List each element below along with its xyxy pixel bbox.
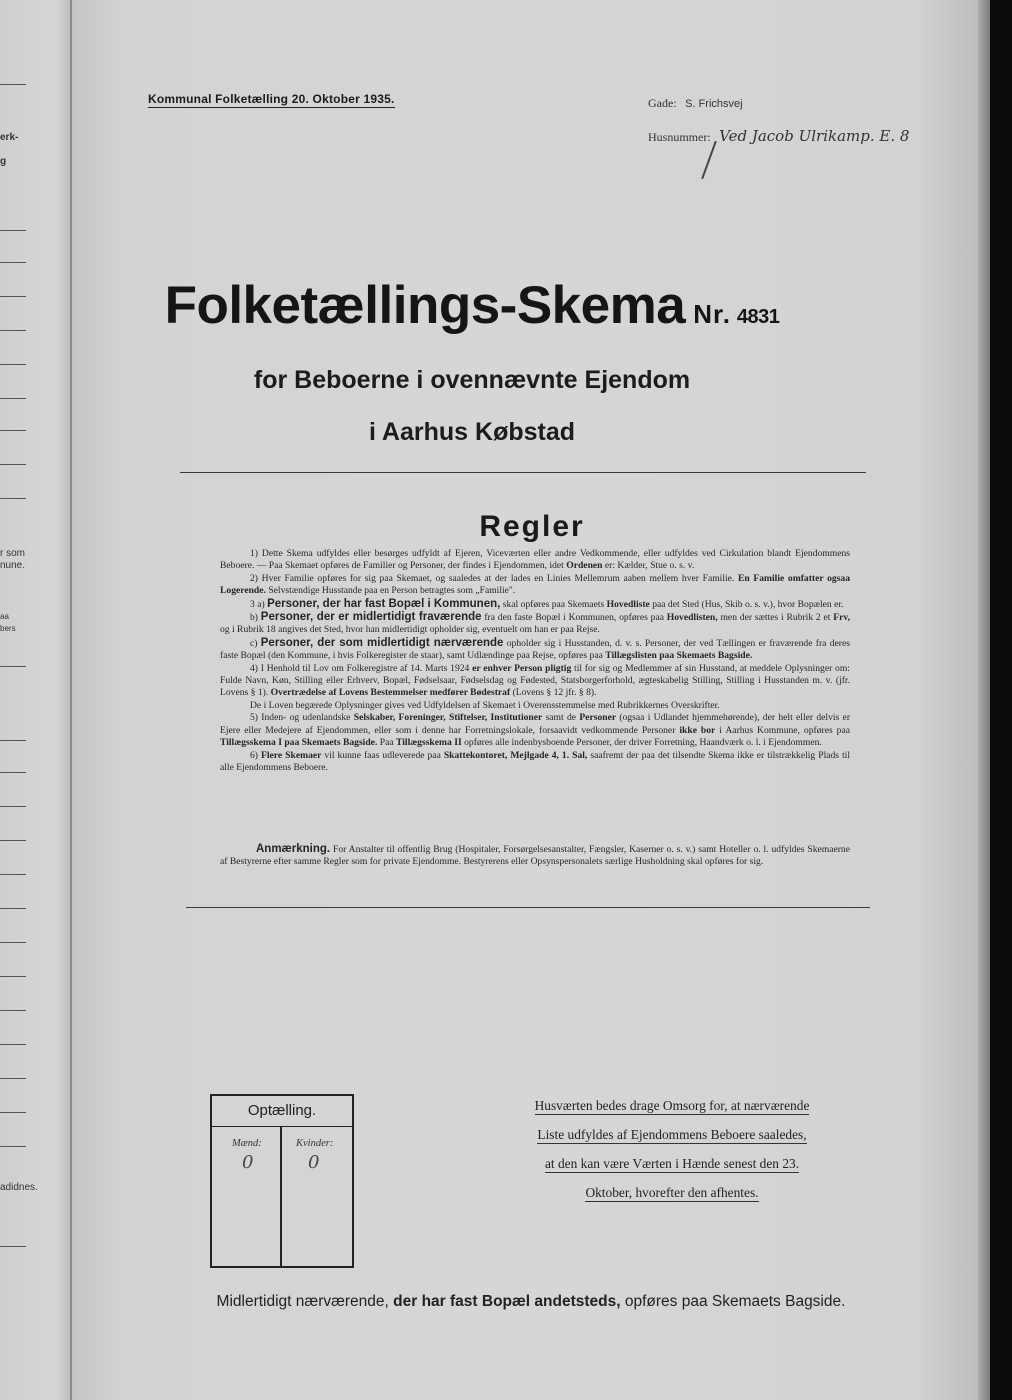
left-page-fragment: r som bbox=[0, 548, 25, 559]
left-page-edge bbox=[0, 0, 72, 1400]
count-box-title: Optælling. bbox=[212, 1096, 352, 1127]
left-page-rule bbox=[0, 942, 26, 943]
left-page-rule bbox=[0, 464, 26, 465]
left-page-fragment: bers bbox=[0, 624, 16, 633]
left-page-rule bbox=[0, 230, 26, 231]
left-page-rule bbox=[0, 1010, 26, 1011]
left-page-rule bbox=[0, 772, 26, 773]
left-page-rule bbox=[0, 666, 26, 667]
left-page-rule bbox=[0, 398, 26, 399]
street-label: Gade: bbox=[648, 96, 677, 110]
remark-divider bbox=[186, 907, 870, 908]
handwriting-stroke bbox=[701, 141, 717, 179]
rule-5: 5) Inden- og udenlandske Selskaber, Foreninger, Stiftelser, Institutioner samt de Personer (ogsaa i Udlandet hjemmehørende), der helt eller delvis er Ejere eller Medejere af Ejendommen, eller som i denne har Forretningslokale, forsaavidt vedkommende Personer ikke bor i Aarhus Kommune, opføres paa Tillægsskema I paa Skemaets Bagside. Paa Tillægsskema II opføres alle indenbysboende Personer, der driver Forretning, Haandværk o. l. i Ejendommen. bbox=[220, 712, 851, 749]
remark-label: Anmærkning. bbox=[256, 843, 331, 855]
subtitle-city: i Aarhus Købstad bbox=[368, 418, 576, 446]
subtitle-residents: for Beboerne i ovennævnte Ejendom bbox=[253, 366, 691, 394]
footer-note: Midlertidigt nærværende, der har fast Bopæl andetsteds, opføres paa Skemaets Bagside. bbox=[216, 1293, 846, 1310]
rule-3a: 3 a) Personer, der har fast Bopæl i Kommunen, skal opføres paa Skemaets Hovedliste paa det Sted (Hus, Skib o. s. v.), hvor Bopælen er. bbox=[250, 597, 844, 610]
title-divider bbox=[180, 472, 866, 473]
men-count-value: 0 bbox=[242, 1152, 254, 1173]
house-number-field bbox=[648, 127, 968, 146]
remark-text: For Anstalter til offentlig Brug (Hospitaler, Forsørgelsesanstalter, Fængsler, Kaserner o. s. v.) samt Hoteller o. l. udfyldes Skemaerne af Bestyrerne efter samme Regler som for private Ejendomme. Bestyrerens eller Opsynspersonalets særlige Husholdning skal opføres for sig. bbox=[220, 844, 850, 868]
left-page-rule bbox=[0, 740, 26, 741]
left-page-rule bbox=[0, 1146, 26, 1147]
landlord-instruction-line: at den kan være Værten i Hænde senest den 23. bbox=[544, 1156, 800, 1171]
count-box bbox=[210, 1094, 354, 1268]
women-label: Kvinder: bbox=[296, 1138, 334, 1149]
left-page-fragment: nune. bbox=[0, 560, 26, 571]
left-page-rule bbox=[0, 330, 26, 331]
house-number-label: Husnummer: bbox=[648, 130, 711, 144]
rules-text bbox=[220, 548, 850, 774]
left-page-rule bbox=[0, 908, 26, 909]
rule-6: 6) Flere Skemaer vil kunne faas udleverede paa Skattekontoret, Mejlgade 4, 1. Sal, saafremt der paa det tilsendte Skema ikke er tilstrækkelig Plads til alle Ejendommens Beboere. bbox=[220, 749, 851, 773]
landlord-instruction-line: Liste udfyldes af Ejendommens Beboere saaledes, bbox=[537, 1127, 807, 1142]
left-page-rule bbox=[0, 498, 26, 499]
left-page-rule bbox=[0, 84, 26, 85]
left-page-fragment: aa bbox=[0, 612, 9, 621]
left-page-rule bbox=[0, 1078, 26, 1079]
left-page-fragment: adidnes. bbox=[0, 1182, 38, 1193]
rule-4-extra: De i Loven begærede Oplysninger gives ved Udfyldelsen af Skemaet i Overensstemmelse med Rubrikkernes Overskrifter. bbox=[250, 699, 720, 711]
men-label: Mænd: bbox=[232, 1138, 262, 1149]
landlord-instruction-line: Oktober, hvorefter den afhentes. bbox=[585, 1185, 759, 1200]
left-page-rule bbox=[0, 1112, 26, 1113]
census-form-page bbox=[72, 0, 990, 1400]
left-page-rule bbox=[0, 262, 26, 263]
census-header-line: Kommunal Folketælling 20. Oktober 1935. bbox=[148, 92, 395, 106]
left-page-fragment: g bbox=[0, 156, 7, 167]
left-page-rule bbox=[0, 1044, 26, 1045]
women-count-value: 0 bbox=[308, 1152, 320, 1173]
rule-3c: c) Personer, der som midlertidigt nærværende opholder sig i Husstanden, d. v. s. Personer, der ved Tællingen er fraværende fra deres faste Bopæl (den Kommune, i hvis Folkeregister de staar), samt Udlændinge paa Rejse, opføres paa Tillægslisten paa Skemaets Bagside. bbox=[220, 636, 850, 662]
rule-4: 4) I Henhold til Lov om Folkeregistre af 14. Marts 1924 er enhver Person pligtig til for sig og Medlemmer af sin Husstand, at meddele Oplysninger om: Fulde Navn, Køn, Stilling eller Erhverv, Bopæl, Fødselsaar, Fødselsdag og Fødested, Statsborgerforhold, ægteskabelig Stilling, Stilling i Husstanden m. v. (jfr. Lovens § 1). Overtrædelse af Lovens Bestemmelser medfører Bødestraf (Lovens § 12 jfr. § 8). bbox=[220, 662, 850, 699]
landlord-instruction-line: Husværten bedes drage Omsorg for, at nærværende bbox=[534, 1098, 810, 1113]
schema-number: 4831 bbox=[736, 306, 780, 328]
left-page-rule bbox=[0, 364, 26, 365]
rule-2: 2) Hver Familie opføres for sig paa Skemaet, og saaledes at der lades en Linies Mellemrum aaben mellem hver Familie. En Familie omfatter ogsaa Logerende. Selvstændige Husstande paa en Person betragtes som „Familie". bbox=[220, 572, 850, 597]
left-page-rule bbox=[0, 296, 26, 297]
rule-3b: b) Personer, der er midlertidigt fraværende fra den faste Bopæl i Kommunen, opføres paa Hovedlisten, men der sættes i Rubrik 2 et Frv, og i Rubrik 18 angives det Sted, hvor han midlertidigt opholder sig, eventuelt om han er paa Rejse. bbox=[220, 611, 851, 636]
page-edge-shadow bbox=[978, 0, 990, 1400]
landlord-instruction bbox=[492, 1098, 852, 1214]
left-page-rule bbox=[0, 1246, 26, 1247]
remark-paragraph bbox=[220, 843, 850, 869]
rules-heading: Regler bbox=[479, 510, 585, 543]
form-title bbox=[72, 275, 872, 336]
title-nr-label: Nr. bbox=[693, 299, 731, 329]
left-page-rule bbox=[0, 840, 26, 841]
title-main: Folketællings-Skema bbox=[164, 276, 686, 335]
left-page-rule bbox=[0, 874, 26, 875]
left-page-rule bbox=[0, 976, 26, 977]
count-box-divider bbox=[280, 1127, 282, 1266]
rule-1: 1) Dette Skema udfyldes eller besørges udfyldt af Ejeren, Viceværten eller andre Vedkommende, eller udfyldes ved Cirkulation blandt Ejendommens Beboere. — Paa Skemaet opføres de Familier og Personer, der findes i Ejendommen, idet Ordenen er: Kælder, Stue o. s. v. bbox=[220, 548, 850, 572]
house-number-handwritten: Ved Jacob Ulrikamp. E. 8 bbox=[719, 127, 910, 145]
left-page-rule bbox=[0, 806, 26, 807]
street-value: S. Frichsvej bbox=[685, 98, 743, 110]
left-page-rule bbox=[0, 430, 26, 431]
street-field bbox=[648, 94, 743, 112]
left-page-fragment: erk- bbox=[0, 132, 19, 143]
